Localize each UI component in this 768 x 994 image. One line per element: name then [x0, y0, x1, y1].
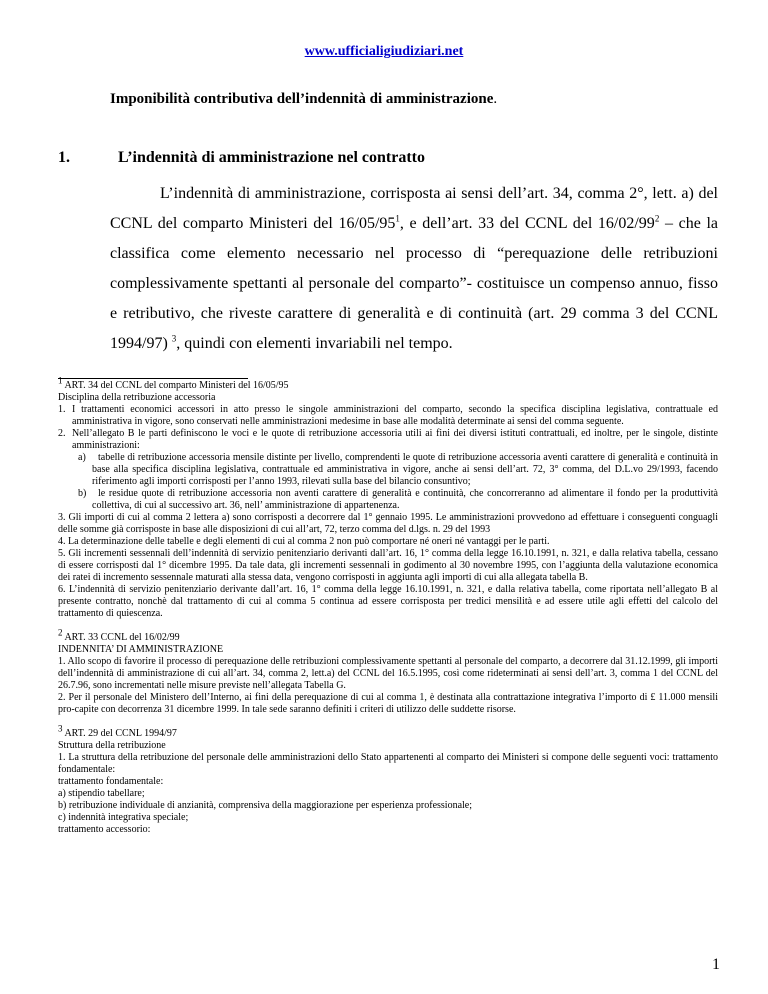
footnote-mark-3: 3 [58, 723, 63, 734]
footnote-mark-1: 1 [58, 375, 63, 386]
page-header [0, 42, 768, 60]
footnote-ref-3[interactable]: 3 [171, 333, 177, 344]
footnote-1 [58, 375, 718, 620]
section-number: 1. [58, 149, 70, 166]
document-title-period: . [493, 91, 498, 107]
footnote-1-item-3: 3. Gli importi di cui al comma 2 lettera a) sono corrisposti a decorrere dal 1° gennaio 1995. Le amministrazioni provvedono ad effettuare i conseguenti conguagli delle somme già corrisposte in base alle disposizioni di cui all’art, 72, terzo comma del d.lgs. n. 29 del 1993 [58, 512, 718, 535]
footnote-mark-2: 2 [58, 627, 63, 638]
footnote-3-item-1: 1. La struttura della retribuzione del personale delle amministrazioni dello Stato appartenenti al comparto dei Ministeri si compone delle seguenti voci: trattamento fondamentale: [58, 752, 718, 775]
footnote-1-item-4: 4. La determinazione delle tabelle e degli elementi di cui al comma 2 non può comportare né oneri né vantaggi per le parti. [58, 536, 550, 547]
page-number: 1 [712, 956, 720, 973]
footnote-separator [58, 378, 248, 379]
body-text-2: , e dell’art. 33 del CCNL del 16/02/99 [399, 215, 655, 232]
footnote-1-subtitle: Disciplina della retribuzione accessoria [58, 392, 216, 403]
body-paragraph [110, 179, 718, 359]
item-letter: a) [78, 452, 86, 463]
footnote-3-subtitle: Struttura della retribuzione [58, 740, 166, 751]
footnote-2-item-2: 2. Per il personale del Ministero dell’Interno, ai fini della perequazione di cui al comma 1, è destinata alla contrattazione integrativa l’importo di £ 11.000 mensili pro-capite con decorrenza 31 dicembre 1999. In tale sede saranno definiti i criteri di utilizzo delle suddette risorse. [58, 692, 718, 715]
document-title [110, 91, 497, 108]
footnote-1-item-5: 5. Gli incrementi sessennali dell’indennità di servizio penitenziario derivanti dall’art. 16, 1° comma della legge 16.10.1991, n. 321, e dalla relativa tabella, cessano di essere corrisposti dal 1° dicembre 1995. Da tale data, gli incrementi sessennali in godimento al 30 novembre 1995, con l’aggiunta della valutazione economica dei ratei di incremento sessennale maturati alla stessa data, vengono corrisposti in aggiunta agli importi di cui alla allegata tabella B. [58, 548, 718, 583]
footnote-2-subtitle: INDENNITA’ DI AMMINISTRAZIONE [58, 644, 224, 655]
footnote-ref-2[interactable]: 2 [654, 213, 660, 224]
footnote-3-line-5: trattamento accessorio: [58, 824, 151, 835]
footnote-1-item-2b: le residue quote di retribuzione accessoria non aventi carattere di generalità e continuità, che concorreranno ad alimentare il fondo per la produttività collettiva, di cui al successivo art. 36, nell’ amministrazione di appartenenza. [92, 488, 718, 511]
footnote-1-item-1: I trattamenti economici accessori in atto presso le singole amministrazioni del comparto, secondo la specifica disciplina legislativa, contrattuale ed amministrativa in vigore, sono conservati nelle amministrazioni medesime in base alle modalità determinate ai sensi del comma seguente. [72, 404, 718, 427]
footnote-2-item-1: 1. Allo scopo di favorire il processo di perequazione delle retribuzioni complessivamente spettanti al personale del comparto, a decorrere dal 31.12.1999, gli importi dell’indennità di amministrazione di cui all’art. 34, comma 2, lett.a) del CCNL del 16.5.1995, così come rideterminati ai sensi dell’art. 3, comma 1 del CCNL del 26.7.96, sono incrementati nelle misure previste nell’allegata Tabella G. [58, 656, 718, 691]
footnote-1-item-2: Nell’allegato B le parti definiscono le voci e le quote di retribuzione accessoria utili ai fini dei diversi istituti contrattuali, ed inoltre, per le singole, distinte amministrazioni: [72, 428, 718, 451]
footnote-1-item-2a: tabelle di retribuzione accessoria mensile distinte per livello, comprendenti le quote di retribuzione accessoria aventi carattere di generalità e continuità in base alla specifica disciplina legislativa, contrattuale ed amministrativa in vigore, anche ai sensi dell’art. 72, 3° comma, del D.L.vo 29/1993, facendo riferimento agli importi corrisposti per l’anno 1993, rilevati sulla base del bilancio consuntivo; [92, 452, 718, 487]
body-text-4: , quindi con elementi invariabili nel tempo. [176, 335, 453, 352]
footnote-3-line-2: a) stipendio tabellare; [58, 788, 145, 799]
footnote-2 [58, 627, 718, 716]
footnote-3-line-4: c) indennità integrativa speciale; [58, 812, 189, 823]
item-number: 1. [58, 404, 66, 415]
document-title-text: Imponibilità contributiva dell’indennità di amministrazione [110, 91, 494, 107]
footnote-3 [58, 723, 718, 836]
body-text-3: – che la classifica come elemento necessario nel processo di “perequazione delle retribuzioni complessivamente spettanti al personale del comparto”- costituisce un compenso annuo, fisso e retributivo, che riveste carattere di generalità e di continuità (art. 29 comma 3 del CCNL 1994/97) [110, 215, 719, 352]
section-title: L’indennità di amministrazione nel contratto [118, 149, 425, 166]
footnotes [58, 375, 718, 836]
section-heading [58, 149, 718, 167]
site-link[interactable]: www.ufficialigiudiziari.net [304, 44, 464, 59]
footnote-1-title: ART. 34 del CCNL del comparto Ministeri del 16/05/95 [64, 380, 289, 391]
body-text-1: L’indennità di amministrazione, corrisposta ai sensi dell’art. 34, comma 2°, lett. a) del CCNL del comparto Ministeri del 16/05/95 [110, 185, 718, 232]
footnote-2-title: ART. 33 CCNL del 16/02/99 [64, 632, 180, 643]
item-letter: b) [78, 488, 87, 499]
footnote-1-item-6: 6. L’indennità di servizio penitenziario derivante dall’art. 16, 1° comma della legge 16.10.1991, n. 321, e dalla relativa tabella, come riportata nell’allegato B al presente contratto, nonchè dal trattamento di cui al comma 5 continua ad essere corrisposta per tredici mensilità e ad essere utile agli effetti del calcolo del trattamento di quiescenza. [58, 584, 718, 619]
footnote-3-title: ART. 29 del CCNL 1994/97 [64, 728, 177, 739]
footnote-3-line-3: b) retribuzione individuale di anzianità, comprensiva della maggiorazione per esperienza professionale; [58, 800, 472, 811]
item-number: 2. [58, 428, 66, 439]
footnote-3-line-1: trattamento fondamentale: [58, 776, 164, 787]
footnote-ref-1[interactable]: 1 [395, 213, 400, 224]
